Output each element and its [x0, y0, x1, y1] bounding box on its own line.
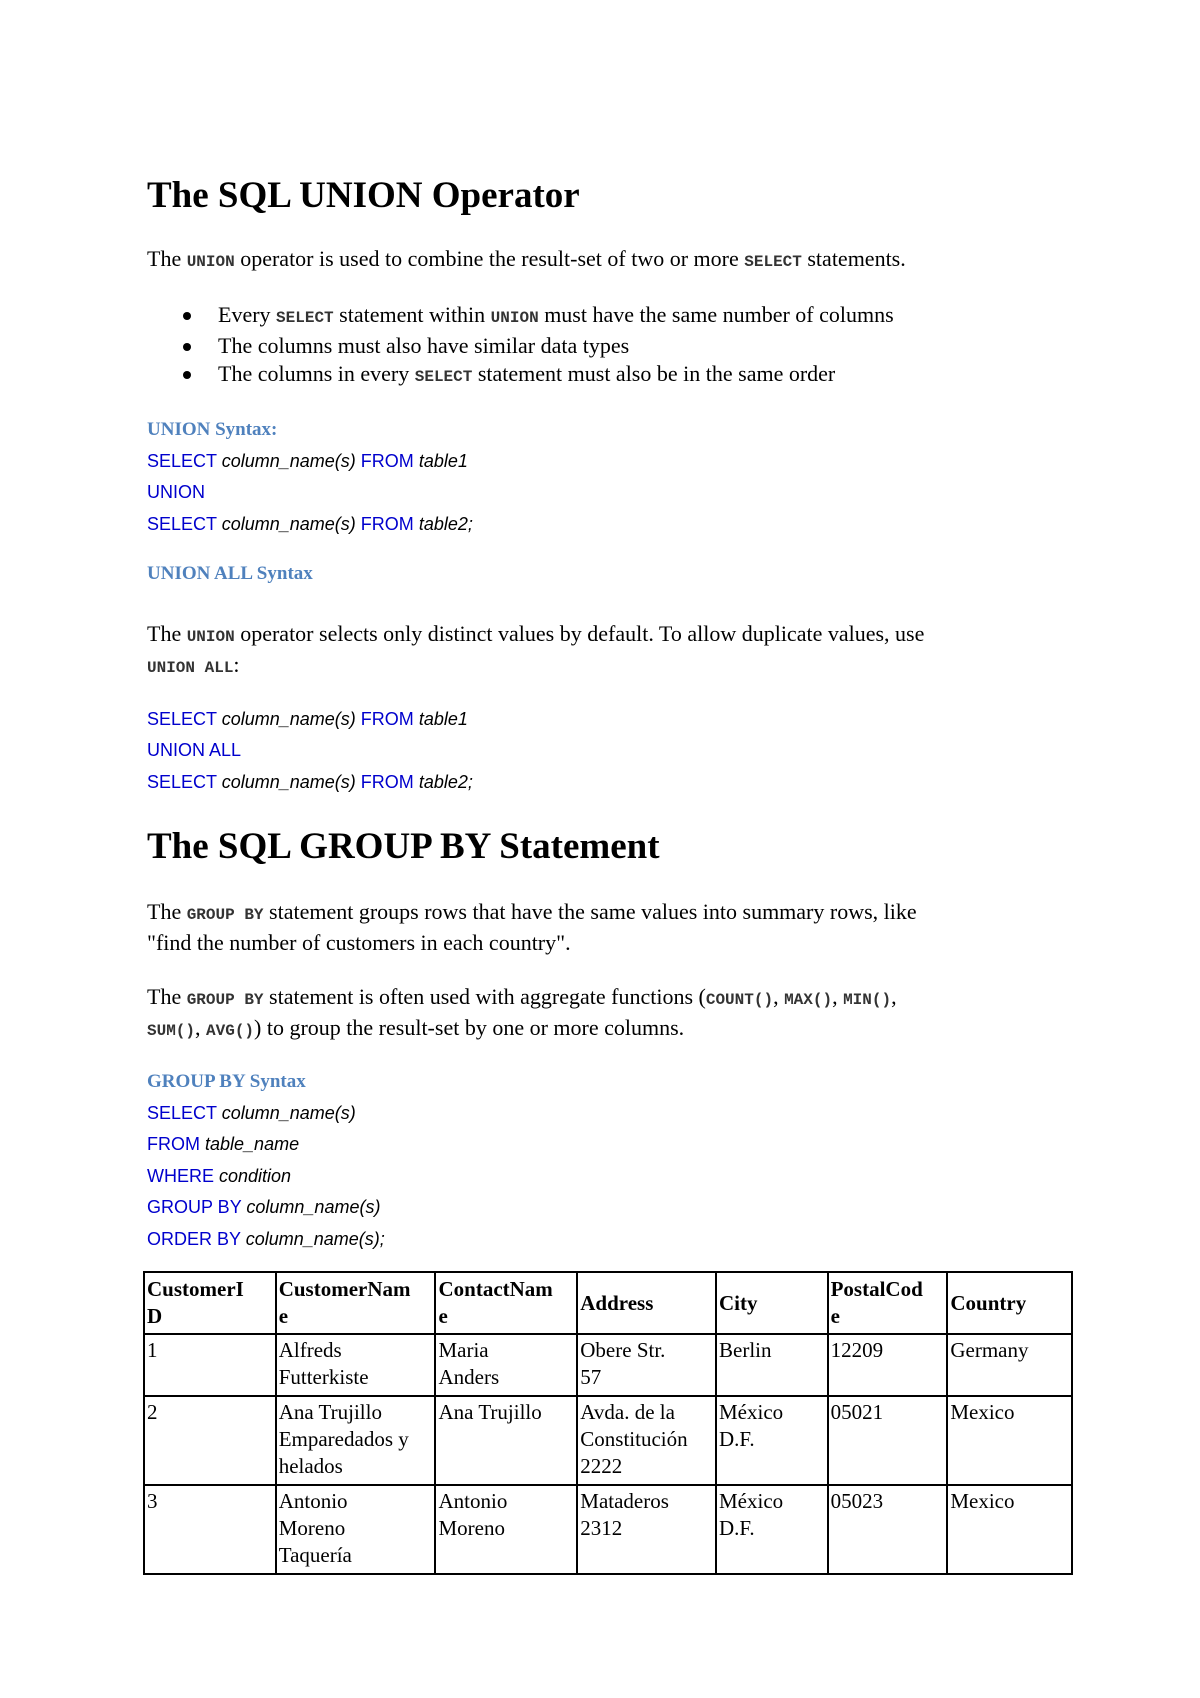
column-header-customer-name: CustomerNam e — [276, 1272, 436, 1334]
union-all-paragraph: The UNION operator selects only distinct values by default. To allow duplicate values, use UNION ALL: — [147, 621, 925, 677]
column-header-contact-name: ContactNam e — [435, 1272, 577, 1334]
table-cell-customer-name: Ana Trujillo Emparedados y helados — [276, 1396, 436, 1485]
table-cell-country: Mexico — [947, 1396, 1072, 1485]
groupby-syntax-line-3: WHERE condition — [147, 1166, 292, 1186]
column-header-postal-code: PostalCod e — [828, 1272, 948, 1334]
table-cell-customer-id: 2 — [144, 1396, 276, 1485]
table-cell-customer-id: 1 — [144, 1334, 276, 1396]
table-cell-contact-name: Maria Anders — [435, 1334, 577, 1396]
list-item: The columns in every SELECT statement must also be in the same order — [147, 360, 894, 391]
column-header-city: City — [716, 1272, 828, 1334]
union-all-line-2: UNION ALL — [147, 740, 242, 760]
list-item: Every SELECT statement within UNION must have the same number of columns — [147, 301, 894, 332]
table-row — [144, 1334, 1072, 1396]
union-rules-list — [147, 301, 894, 391]
groupby-syntax-line-5: ORDER BY column_name(s); — [147, 1229, 385, 1249]
union-title: The SQL UNION Operator — [147, 175, 580, 216]
union-all-line-1: SELECT column_name(s) FROM table1 — [147, 709, 468, 729]
table-cell-contact-name: Antonio Moreno — [435, 1485, 577, 1574]
column-header-country: Country — [947, 1272, 1072, 1334]
table-cell-customer-name: Antonio Moreno Taquería — [276, 1485, 436, 1574]
table-cell-address: Avda. de la Constitución 2222 — [577, 1396, 716, 1485]
table-cell-postal-code: 05023 — [828, 1485, 948, 1574]
union-syntax-line-3: SELECT column_name(s) FROM table2; — [147, 514, 473, 534]
bullet-icon — [183, 312, 191, 320]
union-intro: The UNION operator is used to combine the result-set of two or more SELECT statements. — [147, 246, 906, 271]
groupby-syntax-line-2: FROM table_name — [147, 1134, 300, 1154]
table-cell-customer-name: Alfreds Futterkiste — [276, 1334, 436, 1396]
union-syntax-heading: UNION Syntax: — [147, 419, 278, 440]
bullet-icon — [183, 343, 191, 351]
groupby-paragraph-2: The GROUP BY statement is often used with aggregate functions (COUNT(), MAX(), MIN(), SUM(), AVG()) to group the result-set by one or more columns. — [147, 984, 897, 1040]
table-cell-city: Berlin — [716, 1334, 828, 1396]
union-all-line-3: SELECT column_name(s) FROM table2; — [147, 772, 473, 792]
table-cell-address: Mataderos 2312 — [577, 1485, 716, 1574]
table-cell-postal-code: 12209 — [828, 1334, 948, 1396]
table-cell-city: México D.F. — [716, 1485, 828, 1574]
table-row — [144, 1396, 1072, 1485]
list-item: The columns must also have similar data types — [147, 332, 894, 360]
customers-table — [143, 1271, 1073, 1575]
groupby-syntax-line-4: GROUP BY column_name(s) — [147, 1197, 381, 1217]
union-syntax-line-1: SELECT column_name(s) FROM table1 — [147, 451, 468, 471]
column-header-address: Address — [577, 1272, 716, 1334]
code-select: SELECT — [744, 253, 802, 271]
table-cell-country: Mexico — [947, 1485, 1072, 1574]
column-header-customer-id: CustomerI D — [144, 1272, 276, 1334]
table-cell-address: Obere Str. 57 — [577, 1334, 716, 1396]
union-all-heading: UNION ALL Syntax — [147, 563, 313, 584]
table-body — [144, 1334, 1072, 1574]
table-row — [144, 1485, 1072, 1574]
groupby-syntax-heading: GROUP BY Syntax — [147, 1071, 306, 1092]
bullet-icon — [183, 371, 191, 379]
table-cell-city: México D.F. — [716, 1396, 828, 1485]
table-cell-contact-name: Ana Trujillo — [435, 1396, 577, 1485]
groupby-syntax-line-1: SELECT column_name(s) — [147, 1103, 356, 1123]
groupby-paragraph-1: The GROUP BY statement groups rows that have the same values into summary rows, like "find the number of customers in each country". — [147, 899, 917, 955]
table-cell-country: Germany — [947, 1334, 1072, 1396]
groupby-title: The SQL GROUP BY Statement — [147, 826, 660, 867]
table-cell-postal-code: 05021 — [828, 1396, 948, 1485]
table-cell-customer-id: 3 — [144, 1485, 276, 1574]
table-header-row — [144, 1272, 1072, 1334]
code-union: UNION — [186, 253, 235, 271]
union-syntax-line-2: UNION — [147, 482, 205, 502]
